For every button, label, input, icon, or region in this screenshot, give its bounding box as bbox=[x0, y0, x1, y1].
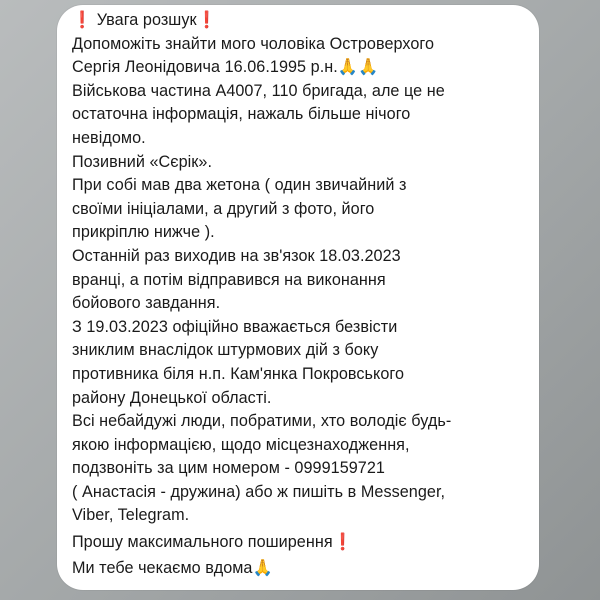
message-line-5: остаточна інформація, нажаль більше нічого bbox=[72, 105, 411, 124]
message-line-7: Позивний «Сєрік». bbox=[72, 152, 213, 171]
message-line-23: Прошу максимального поширення❗ bbox=[72, 533, 353, 552]
message-line-9: своїми ініціалами, а другий з фото, його bbox=[72, 199, 375, 218]
message-line-13: бойового завдання. bbox=[72, 294, 221, 313]
message-line-8: При собі мав два жетона ( один звичайний з bbox=[72, 176, 407, 195]
message-text bbox=[72, 9, 532, 580]
message-line-22: Viber, Telegram. bbox=[72, 506, 190, 525]
message-line-21: ( Анастасія - дружина) або ж пишіть в Messenger, bbox=[72, 482, 446, 501]
message-line-1: ❗ Увага розшук❗ bbox=[72, 11, 217, 29]
message-line-18: Всі небайдужі люди, побратими, хто володіє будь- bbox=[72, 412, 452, 431]
message-line-19: якою інформацією, щодо місцезнаходження, bbox=[72, 435, 410, 454]
message-line-15: зниклим внаслідок штурмових дій з боку bbox=[72, 341, 379, 360]
message-line-4: Військова частина А4007, 110 бригада, але це не bbox=[72, 81, 445, 100]
message-line-2: Допоможіть знайти мого чоловіка Островерхого bbox=[72, 34, 435, 53]
message-line-14: З 19.03.2023 офіційно вважається безвісти bbox=[72, 317, 398, 336]
message-line-11: Останній раз виходив на зв'язок 18.03.2023 bbox=[72, 246, 401, 265]
message-line-3: Сергія Леонідовича 16.06.1995 р.н.🙏🙏 bbox=[72, 58, 379, 77]
message-line-20: подзвоніть за цим номером - 0999159721 bbox=[72, 459, 385, 478]
message-line-16: противника біля н.п. Кам'янка Покровського bbox=[72, 364, 405, 383]
message-line-10: прикріплю нижче ). bbox=[72, 223, 215, 242]
message-line-17: району Донецької області. bbox=[72, 388, 272, 407]
message-line-6: невідомо. bbox=[72, 128, 146, 147]
message-line-24: Ми тебе чекаємо вдома🙏 bbox=[72, 558, 273, 577]
message-line-12: вранці, а потім відправився на виконання bbox=[72, 270, 386, 289]
